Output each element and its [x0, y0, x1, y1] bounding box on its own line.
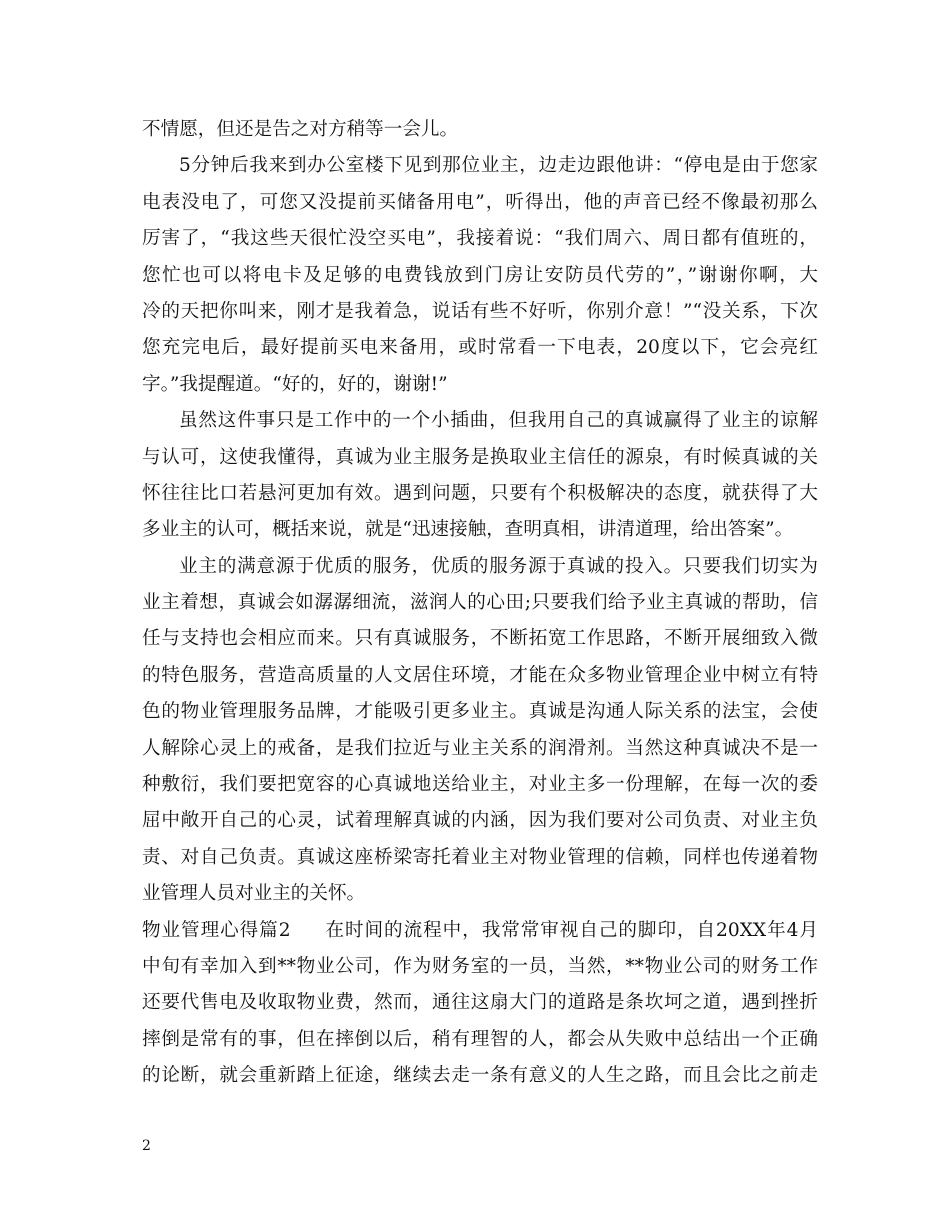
text-line: 您忙也可以将电卡及足够的电费钱放到门房让安防员代劳的”，”谢谢你啊，大	[142, 264, 818, 286]
text-line: 您充完电后，最好提前买电来备用，或时常看一下电表，20度以下，它会亮红	[142, 337, 818, 359]
text-line: 的论断，就会重新踏上征途，继续去走一条有意义的人生之路，而且会比之前走	[142, 1065, 818, 1087]
text-line: 还要代售电及收取物业费，然而，通往这扇大门的道路是条坎坷之道，遇到挫折	[142, 992, 818, 1014]
section-paragraph	[142, 913, 818, 1095]
text-line: 不情愿，但还是告之对方稍等一会儿。	[142, 119, 459, 140]
text-line: 与认可，这使我懂得，真诚为业主服务是换取业主信任的源泉，有时候真诚的关	[142, 446, 818, 468]
text-line: 种敷衍，我们要把宽容的心真诚地送给业主，对业主多一份理解，在每一次的委	[142, 774, 818, 796]
section-first-line	[142, 913, 818, 949]
text-line: 冷的天把你叫来，刚才是我着急，说话有些不好听，你别介意！”“没关系，下次	[142, 300, 818, 322]
text-line: 字。”我提醒道。“好的，好的，谢谢!”	[142, 373, 448, 395]
paragraph-1	[142, 112, 818, 148]
section-first-line-text: 在时间的流程中，我常常审视自己的脚印，自20XX年4月	[324, 919, 818, 941]
text-line: 的特色服务，营造高质量的人文居住环境，才能在众多物业管理企业中树立有特	[142, 664, 818, 686]
text-line: 厉害了，“我这些天很忙没空买电”，我接着说：“我们周六、周日都有值班的，	[142, 228, 818, 250]
text-line: 虽然这件事只是工作中的一个小插曲，但我用自己的真诚赢得了业主的谅解	[179, 410, 818, 432]
paragraph-2	[142, 148, 818, 403]
text-line: 色的物业管理服务品牌，才能吸引更多业主。真诚是沟通人际关系的法宝，会使	[142, 701, 818, 723]
text-line: 业管理人员对业主的关怀。	[142, 883, 366, 905]
paragraph-4	[142, 549, 818, 913]
text-line: 中旬有幸加入到**物业公司，作为财务室的一员，当然，**物业公司的财务工作	[142, 955, 818, 977]
text-line: 任与支持也会相应而来。只有真诚服务，不断拓宽工作思路，不断开展细致入微	[142, 628, 818, 650]
page-number: 2	[142, 1138, 151, 1154]
text-line: 人解除心灵上的戒备，是我们拉近与业主关系的润滑剂。当然这种真诚决不是一	[142, 737, 818, 759]
text-line: 多业主的认可，概括来说，就是“迅速接触，查明真相，讲清道理，给出答案”。	[142, 519, 794, 541]
text-line: 电表没电了，可您又没提前买储备用电”，听得出，他的声音已经不像最初那么	[142, 191, 818, 213]
text-line: 责、对自己负责。真诚这座桥梁寄托着业主对物业管理的信赖，同样也传递着物	[142, 846, 818, 868]
section-heading: 物业管理心得篇2	[142, 919, 291, 941]
text-line: 摔倒是常有的事，但在摔倒以后，稍有理智的人，都会从失败中总结出一个正确	[142, 1028, 818, 1050]
text-line: 5分钟后我来到办公室楼下见到那位业主，边走边跟他讲：“停电是由于您家	[179, 155, 818, 177]
document-body	[142, 112, 818, 1095]
text-line: 怀往往比口若悬河更加有效。遇到问题，只要有个积极解决的态度，就获得了大	[142, 482, 818, 504]
text-line: 业主的满意源于优质的服务，优质的服务源于真诚的投入。只要我们切实为	[179, 555, 818, 577]
paragraph-3	[142, 403, 818, 549]
text-line: 屈中敞开自己的心灵，试着理解真诚的内涵，因为我们要对公司负责、对业主负	[142, 810, 818, 832]
text-line: 业主着想，真诚会如潺潺细流，滋润人的心田;只要我们给予业主真诚的帮助，信	[142, 592, 818, 614]
